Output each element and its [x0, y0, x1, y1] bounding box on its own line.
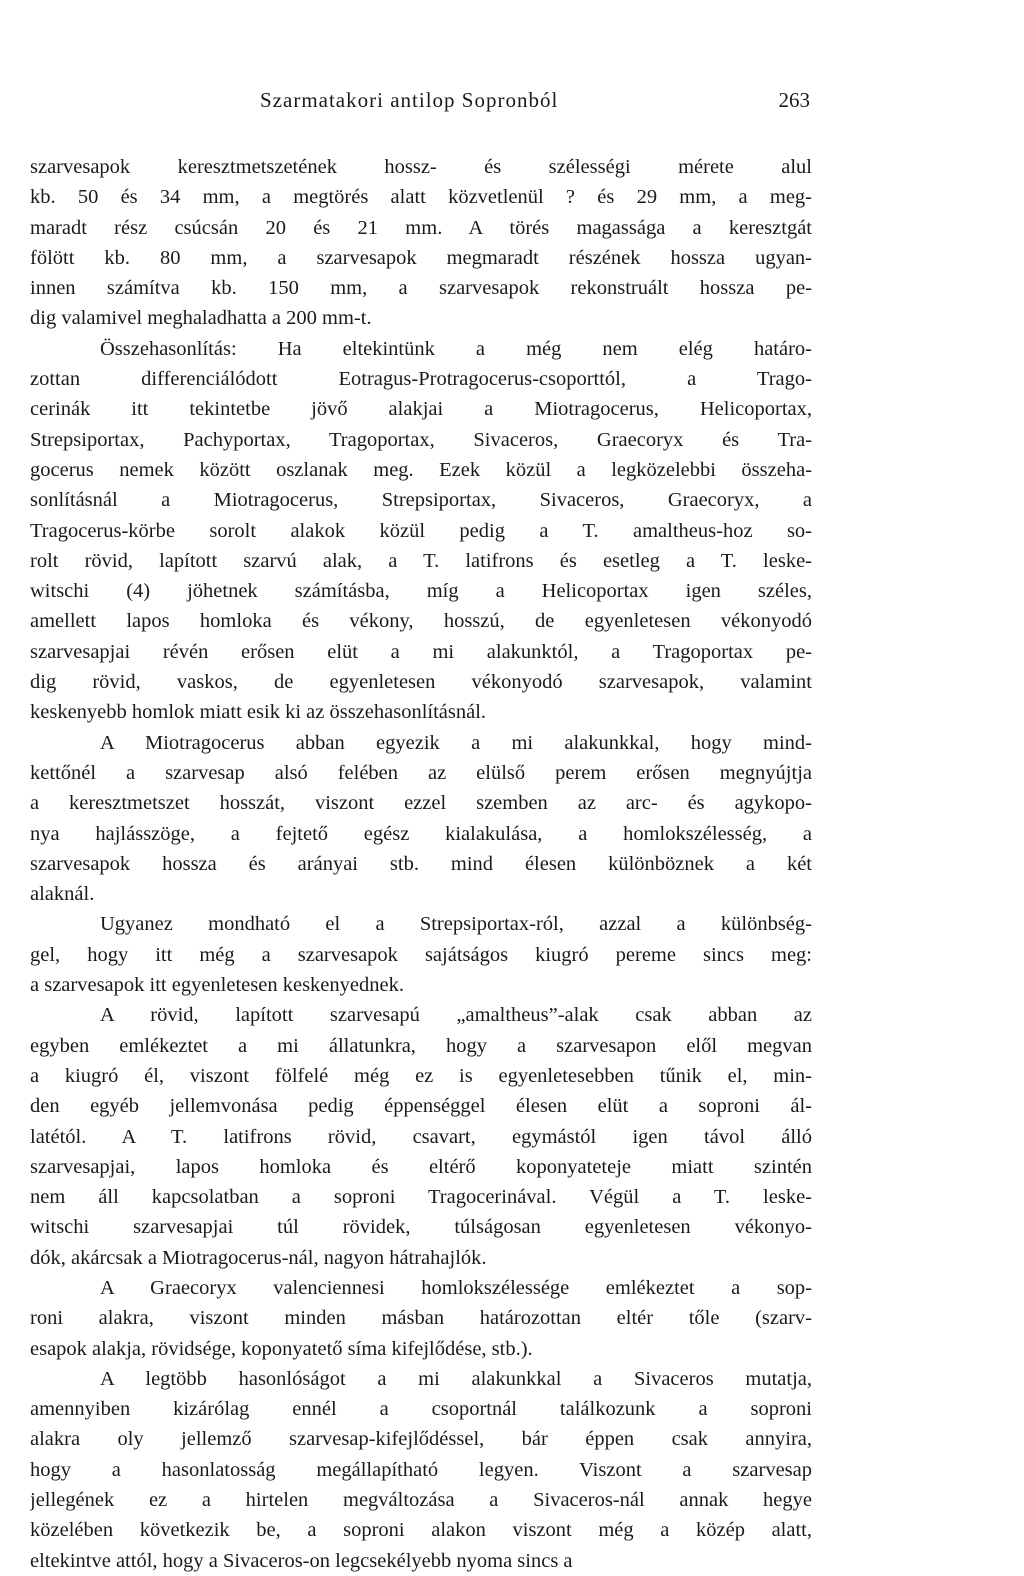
text-line: fölött kb. 80 mm, a szarvesapok megmaradt részének hossza ugyan-	[30, 246, 812, 269]
text-line: a szarvesapok itt egyenletesen keskenyednek.	[30, 974, 404, 997]
text-line: A Graecoryx valenciennesi homlokszélessége emlékeztet a sop-	[100, 1276, 812, 1299]
text-line: a keresztmetszet hosszát, viszont ezzel szemben az arc- és agykopo-	[30, 792, 812, 815]
text-line: latétól. A T. latifrons rövid, csavart, egymástól igen távol álló	[30, 1125, 812, 1148]
text-line: alakra oly jellemző szarvesap-kifejlődéssel, bár éppen csak annyira,	[30, 1428, 812, 1451]
text-line: eltekintve attól, hogy a Sivaceros-on legcsekélyebb nyoma sincs a	[30, 1549, 573, 1572]
text-line: kettőnél a szarvesap alsó felében az elülső perem erősen megnyújtja	[30, 761, 812, 784]
text-line: innen számítva kb. 150 mm, a szarvesapok rekonstruált hossza pe-	[30, 277, 812, 300]
text-line: a kiugró él, viszont fölfelé még ez is egyenletesebben tűnik el, min-	[30, 1064, 812, 1087]
text-line: keskenyebb homlok miatt esik ki az összehasonlításnál.	[30, 701, 487, 724]
text-line: nya hajlásszöge, a fejtető egész kialakulása, a homlokszélesség, a	[30, 822, 812, 845]
text-line: alaknál.	[30, 883, 95, 906]
text-line: rolt rövid, lapított szarvú alak, a T. latifrons és esetleg a T. leske-	[30, 549, 812, 572]
text-line: Strepsiportax, Pachyportax, Tragoportax, Sivaceros, Graecoryx és Tra-	[30, 428, 812, 451]
running-title: Szarmatakori antilop Sopronból	[260, 88, 559, 112]
text-line: amellett lapos homloka és vékony, hosszú, de egyenletesen vékonyodó	[30, 610, 812, 633]
text-line: szarvesapjai, lapos homloka és eltérő koponyateteje miatt szintén	[30, 1155, 812, 1178]
text-line: szarvesapok keresztmetszetének hossz- és szélességi mérete alul	[30, 156, 812, 178]
text-line: gel, hogy itt még a szarvesapok sajátságos kiugró pereme sincs meg:	[30, 943, 812, 966]
text-line: maradt rész csúcsán 20 és 21 mm. A törés magassága a keresztgát	[30, 216, 812, 239]
text-line: amennyiben kizárólag ennél a csoportnál találkozunk a soproni	[30, 1398, 812, 1421]
text-line: A legtöbb hasonlóságot a mi alakunkkal a Sivaceros mutatja,	[100, 1367, 812, 1390]
text-line: Tragocerus-körbe sorolt alakok közül pedig a T. amaltheus-hoz so-	[30, 519, 812, 542]
text-line: roni alakra, viszont minden másban határozottan eltér tőle (szarv-	[30, 1307, 812, 1330]
text-line: Ugyanez mondható el a Strepsiportax-ról, azzal a különbség-	[100, 913, 812, 936]
text-line: A Miotragocerus abban egyezik a mi alakunkkal, hogy mind-	[100, 731, 812, 754]
text-line: szarvesapjai révén erősen elüt a mi alakunktól, a Tragoportax pe-	[30, 640, 812, 663]
text-line: szarvesapok hossza és arányai stb. mind élesen különböznek a két	[30, 852, 812, 875]
text-line: nem áll kapcsolatban a soproni Tragocerinával. Végül a T. leske-	[30, 1186, 812, 1209]
text-line: esapok alakja, rövidsége, koponyatető síma kifejlődése, stb.).	[30, 1337, 533, 1360]
text-line: jellegének ez a hirtelen megváltozása a Sivaceros-nál annak hegye	[30, 1489, 812, 1512]
text-line: kb. 50 és 34 mm, a megtörés alatt közvetlenül ? és 29 mm, a meg-	[30, 186, 812, 209]
text-line: dig valamivel meghaladhatta a 200 mm-t.	[30, 307, 372, 330]
text-line: közelében következik be, a soproni alakon viszont még a közép alatt,	[30, 1519, 812, 1542]
text-line: A rövid, lapított szarvesapú „amaltheus”-alak csak abban az	[100, 1004, 812, 1027]
text-line: zottan differenciálódott Eotragus-Protragocerus-csoporttól, a Trago-	[30, 368, 812, 391]
text-line: dók, akárcsak a Miotragocerus-nál, nagyon hátrahajlók.	[30, 1246, 487, 1269]
text-line: witschi szarvesapjai túl rövidek, túlságosan egyenletesen vékonyo-	[30, 1216, 812, 1239]
body-text	[30, 152, 812, 1576]
text-line: egyben emlékeztet a mi állatunkra, hogy a szarvesapon elől megvan	[30, 1034, 812, 1057]
text-line: sonlításnál a Miotragocerus, Strepsiportax, Sivaceros, Graecoryx, a	[30, 489, 812, 512]
text-line: den egyéb jellemvonása pedig éppenséggel élesen elüt a soproni ál-	[30, 1095, 812, 1118]
page-number: 263	[778, 88, 810, 112]
text-line: hogy a hasonlatosság megállapítható legyen. Viszont a szarvesap	[30, 1458, 812, 1481]
text-line: witschi (4) jöhetnek számításba, míg a Helicoportax igen széles,	[30, 580, 812, 603]
page-header	[30, 88, 810, 118]
text-line: Összehasonlítás: Ha eltekintünk a még nem elég határo-	[100, 337, 812, 360]
text-line: dig rövid, vaskos, de egyenletesen vékonyodó szarvesapok, valamint	[30, 671, 812, 694]
text-line: cerinák itt tekintetbe jövő alakjai a Miotragocerus, Helicoportax,	[30, 398, 812, 421]
text-line: gocerus nemek között oszlanak meg. Ezek közül a legközelebbi összeha-	[30, 458, 812, 481]
